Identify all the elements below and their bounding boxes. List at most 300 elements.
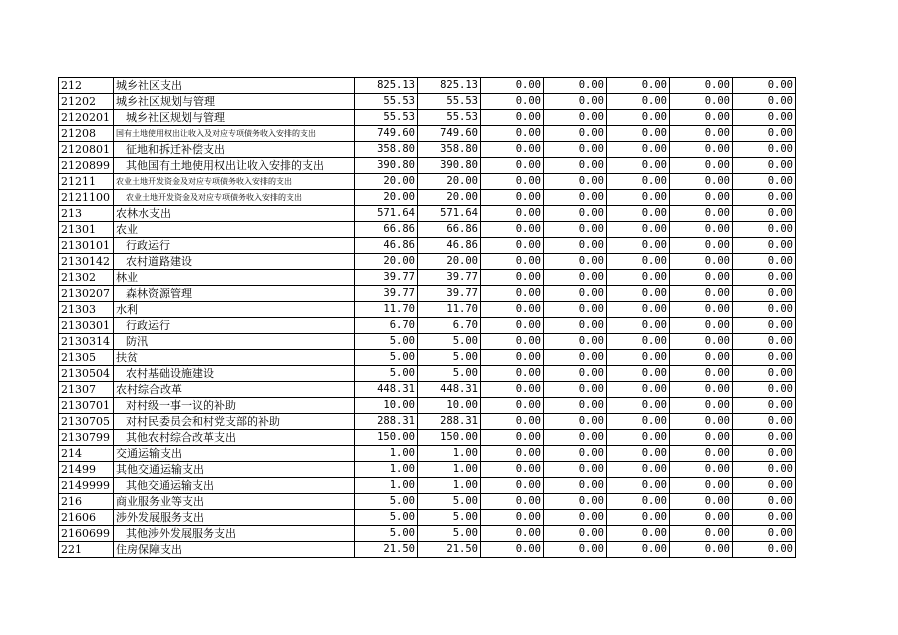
amount-cell: 5.00 bbox=[355, 526, 418, 542]
amount-cell: 0.00 bbox=[544, 126, 607, 142]
amount-cell: 5.00 bbox=[355, 366, 418, 382]
amount-cell: 6.70 bbox=[418, 318, 481, 334]
amount-cell: 0.00 bbox=[607, 238, 670, 254]
subject-name-cell: 涉外发展服务支出 bbox=[114, 510, 355, 526]
amount-cell: 0.00 bbox=[670, 158, 733, 174]
amount-cell: 0.00 bbox=[481, 174, 544, 190]
amount-cell: 21.50 bbox=[418, 542, 481, 558]
amount-cell: 66.86 bbox=[355, 222, 418, 238]
subject-name-cell: 交通运输支出 bbox=[114, 446, 355, 462]
amount-cell: 0.00 bbox=[733, 158, 796, 174]
table-row bbox=[59, 446, 796, 462]
subject-code-cell: 2121100 bbox=[59, 190, 114, 206]
amount-cell: 0.00 bbox=[607, 270, 670, 286]
subject-name-cell: 城乡社区支出 bbox=[114, 78, 355, 94]
amount-cell: 0.00 bbox=[607, 334, 670, 350]
subject-code-cell: 21499 bbox=[59, 462, 114, 478]
subject-code-cell: 2130301 bbox=[59, 318, 114, 334]
amount-cell: 0.00 bbox=[733, 174, 796, 190]
amount-cell: 55.53 bbox=[418, 94, 481, 110]
table-row bbox=[59, 542, 796, 558]
amount-cell: 20.00 bbox=[355, 254, 418, 270]
table-row bbox=[59, 270, 796, 286]
amount-cell: 0.00 bbox=[481, 398, 544, 414]
amount-cell: 0.00 bbox=[733, 190, 796, 206]
subject-code-cell: 214 bbox=[59, 446, 114, 462]
table-row bbox=[59, 350, 796, 366]
subject-name-cell: 农林水支出 bbox=[114, 206, 355, 222]
table-row bbox=[59, 462, 796, 478]
table-row bbox=[59, 494, 796, 510]
amount-cell: 6.70 bbox=[355, 318, 418, 334]
amount-cell: 0.00 bbox=[544, 334, 607, 350]
amount-cell: 20.00 bbox=[355, 174, 418, 190]
amount-cell: 39.77 bbox=[418, 286, 481, 302]
table-row bbox=[59, 366, 796, 382]
amount-cell: 0.00 bbox=[670, 222, 733, 238]
amount-cell: 0.00 bbox=[607, 366, 670, 382]
amount-cell: 0.00 bbox=[670, 126, 733, 142]
amount-cell: 0.00 bbox=[544, 270, 607, 286]
table-row bbox=[59, 302, 796, 318]
amount-cell: 0.00 bbox=[607, 254, 670, 270]
amount-cell: 0.00 bbox=[481, 94, 544, 110]
amount-cell: 5.00 bbox=[355, 350, 418, 366]
amount-cell: 55.53 bbox=[355, 94, 418, 110]
amount-cell: 0.00 bbox=[481, 190, 544, 206]
amount-cell: 0.00 bbox=[544, 398, 607, 414]
subject-code-cell: 21208 bbox=[59, 126, 114, 142]
amount-cell: 0.00 bbox=[670, 510, 733, 526]
amount-cell: 0.00 bbox=[544, 190, 607, 206]
amount-cell: 0.00 bbox=[544, 318, 607, 334]
amount-cell: 0.00 bbox=[670, 334, 733, 350]
subject-code-cell: 21202 bbox=[59, 94, 114, 110]
subject-name-cell: 对村民委员会和村党支部的补助 bbox=[114, 414, 355, 430]
amount-cell: 0.00 bbox=[670, 254, 733, 270]
amount-cell: 0.00 bbox=[670, 350, 733, 366]
amount-cell: 0.00 bbox=[733, 142, 796, 158]
table-row bbox=[59, 318, 796, 334]
table-row bbox=[59, 286, 796, 302]
amount-cell: 0.00 bbox=[670, 142, 733, 158]
amount-cell: 0.00 bbox=[670, 366, 733, 382]
amount-cell: 0.00 bbox=[670, 526, 733, 542]
amount-cell: 5.00 bbox=[418, 526, 481, 542]
amount-cell: 0.00 bbox=[481, 222, 544, 238]
amount-cell: 0.00 bbox=[607, 158, 670, 174]
table-row bbox=[59, 478, 796, 494]
amount-cell: 5.00 bbox=[355, 510, 418, 526]
subject-name-cell: 农业土地开发资金及对应专项债务收入安排的支出 bbox=[114, 174, 355, 190]
amount-cell: 0.00 bbox=[481, 526, 544, 542]
amount-cell: 0.00 bbox=[733, 94, 796, 110]
table-row bbox=[59, 190, 796, 206]
amount-cell: 39.77 bbox=[418, 270, 481, 286]
subject-name-cell: 其他交通运输支出 bbox=[114, 462, 355, 478]
amount-cell: 0.00 bbox=[481, 446, 544, 462]
amount-cell: 0.00 bbox=[733, 126, 796, 142]
amount-cell: 0.00 bbox=[733, 78, 796, 94]
subject-name-cell: 林业 bbox=[114, 270, 355, 286]
amount-cell: 0.00 bbox=[670, 398, 733, 414]
amount-cell: 0.00 bbox=[607, 542, 670, 558]
amount-cell: 0.00 bbox=[607, 446, 670, 462]
amount-cell: 55.53 bbox=[418, 110, 481, 126]
amount-cell: 0.00 bbox=[670, 446, 733, 462]
amount-cell: 358.80 bbox=[418, 142, 481, 158]
amount-cell: 0.00 bbox=[481, 478, 544, 494]
subject-name-cell: 国有土地使用权出让收入及对应专项债务收入安排的支出 bbox=[114, 126, 355, 142]
subject-code-cell: 2130207 bbox=[59, 286, 114, 302]
subject-code-cell: 21606 bbox=[59, 510, 114, 526]
amount-cell: 20.00 bbox=[355, 190, 418, 206]
amount-cell: 0.00 bbox=[481, 510, 544, 526]
subject-name-cell: 其他农村综合改革支出 bbox=[114, 430, 355, 446]
amount-cell: 0.00 bbox=[481, 302, 544, 318]
amount-cell: 0.00 bbox=[544, 254, 607, 270]
amount-cell: 0.00 bbox=[670, 238, 733, 254]
subject-name-cell: 行政运行 bbox=[114, 318, 355, 334]
amount-cell: 5.00 bbox=[355, 494, 418, 510]
amount-cell: 0.00 bbox=[607, 462, 670, 478]
amount-cell: 0.00 bbox=[733, 462, 796, 478]
amount-cell: 0.00 bbox=[481, 494, 544, 510]
subject-name-cell: 其他交通运输支出 bbox=[114, 478, 355, 494]
subject-code-cell: 21302 bbox=[59, 270, 114, 286]
amount-cell: 0.00 bbox=[607, 110, 670, 126]
amount-cell: 11.70 bbox=[418, 302, 481, 318]
subject-code-cell: 216 bbox=[59, 494, 114, 510]
amount-cell: 448.31 bbox=[355, 382, 418, 398]
subject-code-cell: 2149999 bbox=[59, 478, 114, 494]
subject-code-cell: 2130101 bbox=[59, 238, 114, 254]
subject-name-cell: 行政运行 bbox=[114, 238, 355, 254]
amount-cell: 0.00 bbox=[733, 254, 796, 270]
subject-code-cell: 2160699 bbox=[59, 526, 114, 542]
table-row bbox=[59, 526, 796, 542]
amount-cell: 0.00 bbox=[733, 478, 796, 494]
amount-cell: 358.80 bbox=[355, 142, 418, 158]
amount-cell: 0.00 bbox=[670, 190, 733, 206]
amount-cell: 0.00 bbox=[607, 94, 670, 110]
amount-cell: 0.00 bbox=[670, 542, 733, 558]
amount-cell: 0.00 bbox=[670, 302, 733, 318]
amount-cell: 0.00 bbox=[607, 526, 670, 542]
amount-cell: 0.00 bbox=[670, 206, 733, 222]
amount-cell: 5.00 bbox=[418, 510, 481, 526]
amount-cell: 749.60 bbox=[355, 126, 418, 142]
amount-cell: 0.00 bbox=[544, 78, 607, 94]
amount-cell: 0.00 bbox=[481, 158, 544, 174]
amount-cell: 0.00 bbox=[544, 238, 607, 254]
amount-cell: 150.00 bbox=[355, 430, 418, 446]
amount-cell: 20.00 bbox=[418, 190, 481, 206]
subject-code-cell: 21301 bbox=[59, 222, 114, 238]
amount-cell: 0.00 bbox=[670, 174, 733, 190]
amount-cell: 10.00 bbox=[355, 398, 418, 414]
amount-cell: 1.00 bbox=[355, 478, 418, 494]
table-row bbox=[59, 382, 796, 398]
subject-name-cell: 征地和拆迁补偿支出 bbox=[114, 142, 355, 158]
amount-cell: 0.00 bbox=[481, 334, 544, 350]
subject-code-cell: 21303 bbox=[59, 302, 114, 318]
amount-cell: 0.00 bbox=[544, 286, 607, 302]
amount-cell: 150.00 bbox=[418, 430, 481, 446]
amount-cell: 288.31 bbox=[418, 414, 481, 430]
amount-cell: 749.60 bbox=[418, 126, 481, 142]
table-row bbox=[59, 334, 796, 350]
amount-cell: 0.00 bbox=[670, 382, 733, 398]
amount-cell: 0.00 bbox=[670, 78, 733, 94]
amount-cell: 390.80 bbox=[355, 158, 418, 174]
subject-name-cell: 森林资源管理 bbox=[114, 286, 355, 302]
subject-code-cell: 21307 bbox=[59, 382, 114, 398]
amount-cell: 0.00 bbox=[544, 302, 607, 318]
amount-cell: 1.00 bbox=[355, 462, 418, 478]
subject-name-cell: 对村级一事一议的补助 bbox=[114, 398, 355, 414]
amount-cell: 0.00 bbox=[481, 350, 544, 366]
amount-cell: 0.00 bbox=[733, 318, 796, 334]
amount-cell: 0.00 bbox=[670, 286, 733, 302]
amount-cell: 0.00 bbox=[607, 398, 670, 414]
subject-code-cell: 2120899 bbox=[59, 158, 114, 174]
amount-cell: 0.00 bbox=[544, 542, 607, 558]
subject-code-cell: 21211 bbox=[59, 174, 114, 190]
subject-name-cell: 农村道路建设 bbox=[114, 254, 355, 270]
amount-cell: 5.00 bbox=[418, 350, 481, 366]
amount-cell: 66.86 bbox=[418, 222, 481, 238]
amount-cell: 5.00 bbox=[418, 366, 481, 382]
amount-cell: 0.00 bbox=[733, 430, 796, 446]
amount-cell: 0.00 bbox=[544, 414, 607, 430]
table-row bbox=[59, 126, 796, 142]
subject-code-cell: 213 bbox=[59, 206, 114, 222]
subject-code-cell: 2130504 bbox=[59, 366, 114, 382]
amount-cell: 0.00 bbox=[481, 366, 544, 382]
subject-name-cell: 防汛 bbox=[114, 334, 355, 350]
subject-code-cell: 2120801 bbox=[59, 142, 114, 158]
amount-cell: 0.00 bbox=[481, 126, 544, 142]
amount-cell: 0.00 bbox=[670, 494, 733, 510]
amount-cell: 0.00 bbox=[670, 478, 733, 494]
amount-cell: 0.00 bbox=[670, 462, 733, 478]
amount-cell: 0.00 bbox=[733, 286, 796, 302]
subject-name-cell: 农业土地开发资金及对应专项债务收入安排的支出 bbox=[114, 190, 355, 206]
amount-cell: 1.00 bbox=[418, 446, 481, 462]
amount-cell: 0.00 bbox=[544, 430, 607, 446]
amount-cell: 0.00 bbox=[544, 158, 607, 174]
table-row bbox=[59, 398, 796, 414]
subject-name-cell: 农村综合改革 bbox=[114, 382, 355, 398]
budget-expenditure-table bbox=[58, 77, 796, 558]
amount-cell: 0.00 bbox=[544, 446, 607, 462]
subject-code-cell: 2130142 bbox=[59, 254, 114, 270]
amount-cell: 0.00 bbox=[733, 366, 796, 382]
table-row bbox=[59, 110, 796, 126]
amount-cell: 0.00 bbox=[481, 286, 544, 302]
amount-cell: 0.00 bbox=[544, 110, 607, 126]
amount-cell: 0.00 bbox=[481, 318, 544, 334]
amount-cell: 0.00 bbox=[544, 382, 607, 398]
subject-name-cell: 扶贫 bbox=[114, 350, 355, 366]
amount-cell: 0.00 bbox=[670, 318, 733, 334]
subject-code-cell: 2130705 bbox=[59, 414, 114, 430]
amount-cell: 0.00 bbox=[733, 446, 796, 462]
amount-cell: 0.00 bbox=[607, 478, 670, 494]
table-row bbox=[59, 206, 796, 222]
amount-cell: 0.00 bbox=[733, 398, 796, 414]
amount-cell: 0.00 bbox=[607, 302, 670, 318]
amount-cell: 0.00 bbox=[544, 526, 607, 542]
amount-cell: 0.00 bbox=[544, 350, 607, 366]
amount-cell: 11.70 bbox=[355, 302, 418, 318]
amount-cell: 0.00 bbox=[544, 462, 607, 478]
amount-cell: 0.00 bbox=[670, 270, 733, 286]
amount-cell: 0.00 bbox=[733, 510, 796, 526]
amount-cell: 0.00 bbox=[670, 110, 733, 126]
amount-cell: 0.00 bbox=[607, 190, 670, 206]
amount-cell: 0.00 bbox=[733, 350, 796, 366]
amount-cell: 0.00 bbox=[544, 222, 607, 238]
subject-name-cell: 城乡社区规划与管理 bbox=[114, 110, 355, 126]
amount-cell: 0.00 bbox=[733, 334, 796, 350]
table-row bbox=[59, 158, 796, 174]
amount-cell: 0.00 bbox=[607, 414, 670, 430]
amount-cell: 20.00 bbox=[418, 254, 481, 270]
amount-cell: 0.00 bbox=[544, 142, 607, 158]
amount-cell: 0.00 bbox=[481, 206, 544, 222]
amount-cell: 0.00 bbox=[733, 494, 796, 510]
table-row bbox=[59, 174, 796, 190]
amount-cell: 571.64 bbox=[355, 206, 418, 222]
amount-cell: 0.00 bbox=[607, 206, 670, 222]
amount-cell: 0.00 bbox=[733, 414, 796, 430]
amount-cell: 0.00 bbox=[481, 78, 544, 94]
table-row bbox=[59, 254, 796, 270]
amount-cell: 0.00 bbox=[481, 238, 544, 254]
table-row bbox=[59, 78, 796, 94]
amount-cell: 0.00 bbox=[481, 142, 544, 158]
subject-name-cell: 其他涉外发展服务支出 bbox=[114, 526, 355, 542]
amount-cell: 0.00 bbox=[607, 174, 670, 190]
amount-cell: 0.00 bbox=[733, 542, 796, 558]
subject-code-cell: 2120201 bbox=[59, 110, 114, 126]
amount-cell: 5.00 bbox=[355, 334, 418, 350]
amount-cell: 571.64 bbox=[418, 206, 481, 222]
amount-cell: 0.00 bbox=[733, 222, 796, 238]
amount-cell: 825.13 bbox=[418, 78, 481, 94]
amount-cell: 39.77 bbox=[355, 270, 418, 286]
amount-cell: 0.00 bbox=[670, 94, 733, 110]
amount-cell: 0.00 bbox=[544, 510, 607, 526]
amount-cell: 0.00 bbox=[607, 510, 670, 526]
subject-name-cell: 其他国有土地使用权出让收入安排的支出 bbox=[114, 158, 355, 174]
subject-name-cell: 城乡社区规划与管理 bbox=[114, 94, 355, 110]
amount-cell: 46.86 bbox=[418, 238, 481, 254]
amount-cell: 0.00 bbox=[670, 414, 733, 430]
amount-cell: 0.00 bbox=[607, 494, 670, 510]
subject-name-cell: 住房保障支出 bbox=[114, 542, 355, 558]
table-row bbox=[59, 414, 796, 430]
subject-code-cell: 2130314 bbox=[59, 334, 114, 350]
table-body bbox=[59, 78, 796, 558]
subject-code-cell: 2130799 bbox=[59, 430, 114, 446]
amount-cell: 0.00 bbox=[481, 542, 544, 558]
amount-cell: 5.00 bbox=[418, 334, 481, 350]
amount-cell: 0.00 bbox=[481, 270, 544, 286]
amount-cell: 1.00 bbox=[355, 446, 418, 462]
amount-cell: 0.00 bbox=[733, 206, 796, 222]
amount-cell: 0.00 bbox=[607, 78, 670, 94]
amount-cell: 0.00 bbox=[481, 110, 544, 126]
amount-cell: 0.00 bbox=[607, 430, 670, 446]
amount-cell: 1.00 bbox=[418, 462, 481, 478]
amount-cell: 0.00 bbox=[481, 414, 544, 430]
table-row bbox=[59, 430, 796, 446]
subject-name-cell: 农村基础设施建设 bbox=[114, 366, 355, 382]
amount-cell: 0.00 bbox=[733, 382, 796, 398]
subject-name-cell: 商业服务业等支出 bbox=[114, 494, 355, 510]
amount-cell: 448.31 bbox=[418, 382, 481, 398]
amount-cell: 0.00 bbox=[481, 430, 544, 446]
subject-name-cell: 水利 bbox=[114, 302, 355, 318]
table-row bbox=[59, 238, 796, 254]
amount-cell: 39.77 bbox=[355, 286, 418, 302]
amount-cell: 0.00 bbox=[544, 206, 607, 222]
amount-cell: 10.00 bbox=[418, 398, 481, 414]
table-row bbox=[59, 94, 796, 110]
amount-cell: 46.86 bbox=[355, 238, 418, 254]
amount-cell: 0.00 bbox=[733, 526, 796, 542]
amount-cell: 0.00 bbox=[544, 174, 607, 190]
amount-cell: 0.00 bbox=[607, 382, 670, 398]
subject-code-cell: 2130701 bbox=[59, 398, 114, 414]
subject-name-cell: 农业 bbox=[114, 222, 355, 238]
amount-cell: 21.50 bbox=[355, 542, 418, 558]
amount-cell: 1.00 bbox=[418, 478, 481, 494]
table-row bbox=[59, 510, 796, 526]
amount-cell: 825.13 bbox=[355, 78, 418, 94]
amount-cell: 0.00 bbox=[607, 142, 670, 158]
amount-cell: 0.00 bbox=[607, 286, 670, 302]
table-row bbox=[59, 222, 796, 238]
amount-cell: 0.00 bbox=[481, 382, 544, 398]
amount-cell: 288.31 bbox=[355, 414, 418, 430]
subject-code-cell: 212 bbox=[59, 78, 114, 94]
amount-cell: 0.00 bbox=[607, 318, 670, 334]
amount-cell: 20.00 bbox=[418, 174, 481, 190]
amount-cell: 0.00 bbox=[607, 350, 670, 366]
amount-cell: 0.00 bbox=[733, 302, 796, 318]
amount-cell: 0.00 bbox=[481, 462, 544, 478]
amount-cell: 5.00 bbox=[418, 494, 481, 510]
amount-cell: 55.53 bbox=[355, 110, 418, 126]
table-row bbox=[59, 142, 796, 158]
amount-cell: 0.00 bbox=[607, 126, 670, 142]
subject-code-cell: 21305 bbox=[59, 350, 114, 366]
amount-cell: 0.00 bbox=[733, 270, 796, 286]
amount-cell: 0.00 bbox=[607, 222, 670, 238]
amount-cell: 390.80 bbox=[418, 158, 481, 174]
subject-code-cell: 221 bbox=[59, 542, 114, 558]
amount-cell: 0.00 bbox=[733, 238, 796, 254]
amount-cell: 0.00 bbox=[544, 494, 607, 510]
amount-cell: 0.00 bbox=[481, 254, 544, 270]
amount-cell: 0.00 bbox=[544, 366, 607, 382]
amount-cell: 0.00 bbox=[544, 478, 607, 494]
amount-cell: 0.00 bbox=[733, 110, 796, 126]
